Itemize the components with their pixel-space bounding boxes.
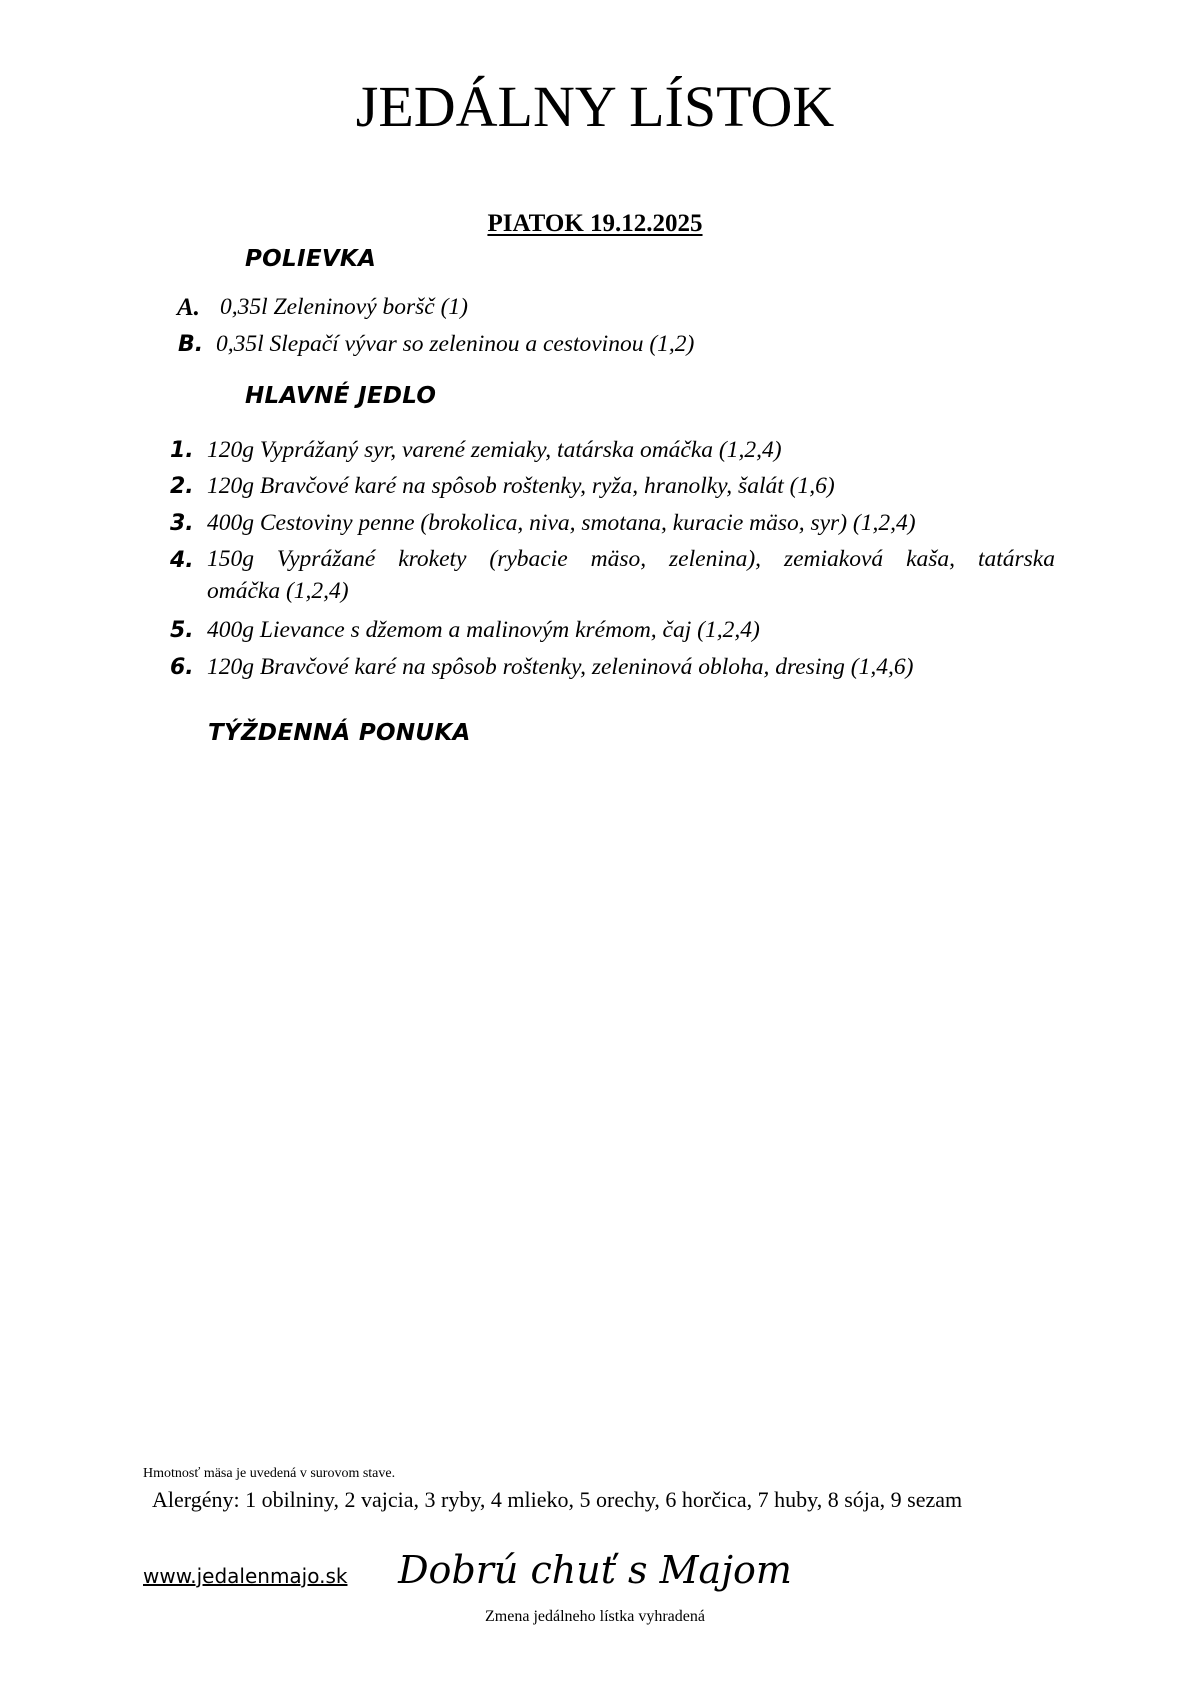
menu-date: PIATOK 19.12.2025 — [487, 210, 703, 237]
website-link[interactable]: www.jedalenmajo.sk — [143, 1564, 348, 1588]
main-item-text: 120g Bravčové karé na spôsob roštenky, zeleninová obloha, dresing (1,4,6) — [207, 654, 914, 680]
main-item-text-continued: omáčka (1,2,4) — [207, 578, 349, 604]
main-item-text: 400g Lievance s džemom a malinovým krémom, čaj (1,2,4) — [207, 617, 760, 643]
main-item-marker: 5. — [170, 618, 194, 643]
main-item-text: 120g Vyprážaný syr, varené zemiaky, tatárska omáčka (1,2,4) — [207, 437, 782, 463]
soup-item-text: 0,35l Zeleninový boršč (1) — [220, 294, 469, 320]
main-item-text: 150g Vyprážané krokety (rybacie mäso, zelenina), zemiaková kaša, tatárska — [207, 546, 1055, 572]
weekly-heading: TÝŽDENNÁ PONUKA — [208, 720, 471, 746]
soup-item-text: 0,35l Slepačí vývar so zeleninou a cestovinou (1,2) — [216, 331, 695, 357]
main-heading: HLAVNÉ JEDLO — [245, 383, 437, 409]
main-item-text: 400g Cestoviny penne (brokolica, niva, smotana, kuracie mäso, syr) (1,2,4) — [207, 510, 916, 536]
main-item-marker: 4. — [170, 548, 194, 573]
main-item-marker: 3. — [170, 511, 194, 536]
soup-item-marker: B. — [178, 332, 204, 357]
soup-item-marker: A. — [177, 294, 200, 321]
weight-note: Hmotnosť mäsa je uvedená v surovom stave. — [143, 1466, 396, 1481]
change-note: Zmena jedálneho lístka vyhradená — [485, 1608, 705, 1625]
main-item-marker: 1. — [170, 438, 194, 463]
main-item-marker: 2. — [170, 474, 194, 499]
slogan: Dobrú chuť s Majom — [398, 1548, 792, 1592]
page-title: JEDÁLNY LÍSTOK — [355, 74, 835, 139]
main-item-marker: 6. — [170, 655, 194, 680]
allergens-note: Alergény: 1 obilniny, 2 vajcia, 3 ryby, 4 mlieko, 5 orechy, 6 horčica, 7 huby, 8 sója, 9 sezam — [152, 1487, 963, 1512]
main-item-text: 120g Bravčové karé na spôsob roštenky, ryža, hranolky, šalát (1,6) — [207, 473, 835, 499]
soup-heading: POLIEVKA — [245, 246, 377, 272]
